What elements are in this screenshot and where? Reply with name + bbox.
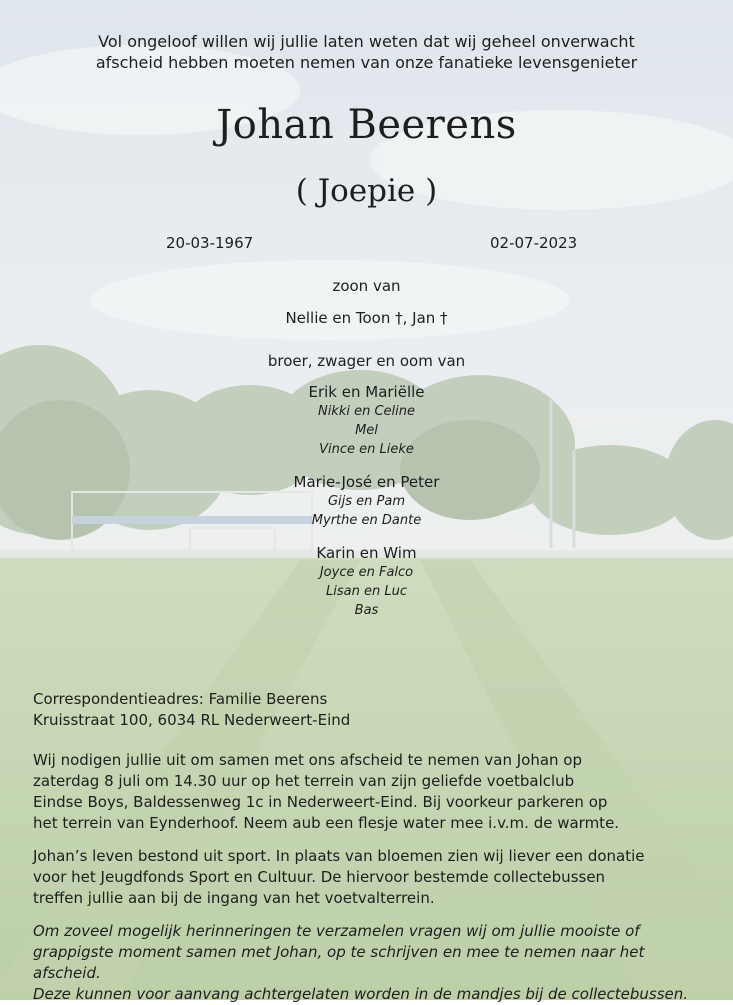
deceased-name: Johan Beerens [216, 102, 517, 148]
donation-line: treffen jullie aan bij de ingang van het voetvalterrein. [33, 889, 435, 907]
parents-label: zoon van [332, 277, 401, 295]
siblings-label: broer, zwager en oom van [267, 352, 466, 370]
donation-line: Johan’s leven bestond uit sport. In plaats van bloemen zien wij liever een donatie [33, 847, 645, 865]
correspondence-line-1: Correspondentieadres: Familie Beerens [33, 690, 328, 708]
correspondence-line-2: Kruisstraat 100, 6034 RL Nederweert-Eind [33, 711, 351, 729]
family-child: Joyce en Falco [319, 565, 414, 580]
family-child: Myrthe en Dante [311, 513, 422, 528]
correspondence-address [33, 689, 713, 731]
family-group [0, 473, 733, 530]
invitation-line: Eindse Boys, Baldessenweg 1c in Nederweert-Eind. Bij voorkeur parkeren op [33, 793, 608, 811]
family-group [0, 383, 733, 459]
invitation-line: zaterdag 8 juli om 14.30 uur op het terrein van zijn geliefde voetbalclub [33, 772, 575, 790]
family-child: Vince en Lieke [319, 442, 414, 457]
family-group [0, 544, 733, 620]
family-child: Lisan en Luc [326, 584, 407, 599]
family-child: Bas [354, 603, 379, 618]
family-child: Gijs en Pam [327, 494, 406, 509]
memories-paragraph [33, 921, 713, 1005]
donation-paragraph [33, 846, 713, 909]
deceased-nickname: ( Joepie ) [295, 173, 438, 209]
family-head: Karin en Wim [316, 544, 417, 562]
parents-names: Nellie en Toon †, Jan † [285, 309, 448, 327]
intro-line-2: afscheid hebben moeten nemen van onze fanatieke levensgenieter [95, 53, 638, 72]
invitation-line: Wij nodigen jullie uit om samen met ons afscheid te nemen van Johan op [33, 751, 583, 769]
birth-date: 20-03-1967 [166, 234, 254, 252]
family-head: Marie-José en Peter [293, 473, 440, 491]
invitation-paragraph [33, 750, 713, 834]
intro-line-1: Vol ongeloof willen wij jullie laten weten dat wij geheel onverwacht [98, 32, 635, 51]
family-child: Nikki en Celine [317, 404, 416, 419]
intro-text [0, 31, 733, 73]
invitation-line: het terrein van Eynderhoof. Neem aub een flesje water mee i.v.m. de warmte. [33, 814, 620, 832]
memories-line: grappigste moment samen met Johan, op te schrijven en mee te nemen naar het afscheid. [33, 943, 645, 982]
donation-line: voor het Jeugdfonds Sport en Cultuur. De hiervoor bestemde collectebussen [33, 868, 606, 886]
death-date: 02-07-2023 [490, 234, 578, 252]
memories-line: Deze kunnen voor aanvang achtergelaten worden in de mandjes bij de collectebussen. [33, 985, 689, 1003]
memories-line: Om zoveel mogelijk herinneringen te verzamelen vragen wij om jullie mooiste of [33, 922, 640, 940]
family-child: Mel [355, 423, 378, 438]
family-head: Erik en Mariëlle [308, 383, 425, 401]
